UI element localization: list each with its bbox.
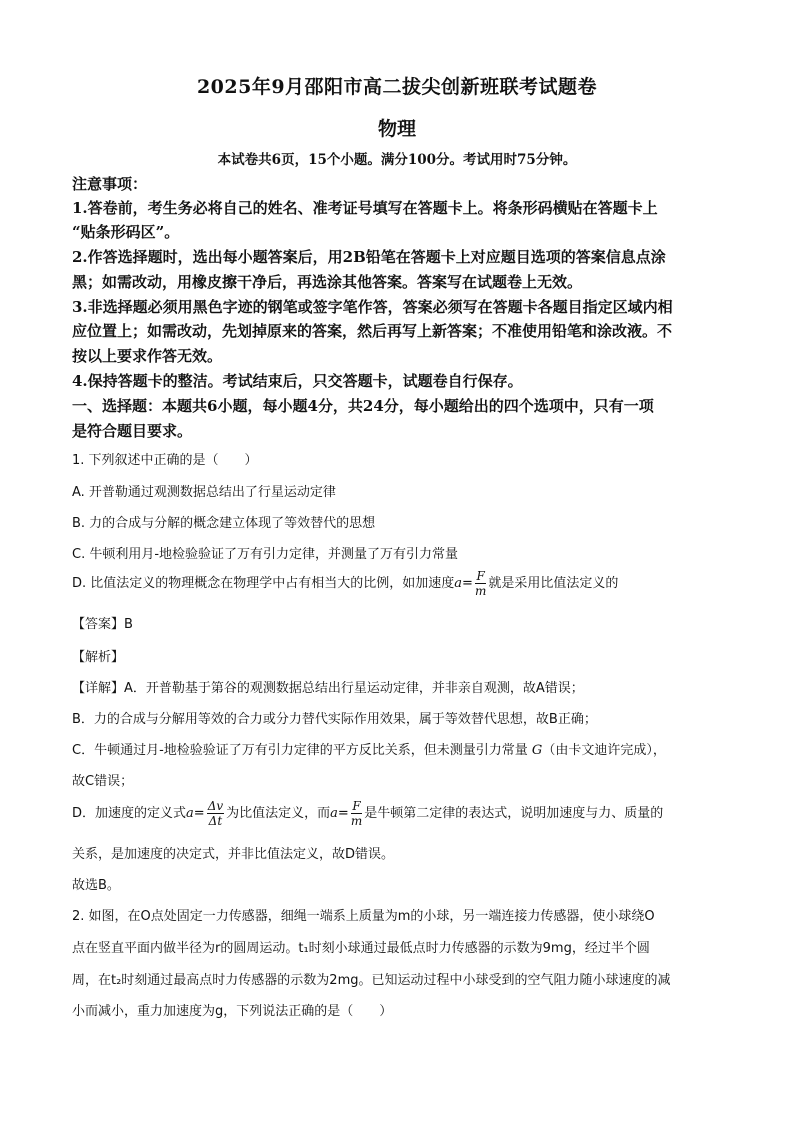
fraction-denominator-1: Δt bbox=[208, 814, 223, 828]
accel-symbol-2: a bbox=[330, 806, 338, 821]
equals-sign: = bbox=[462, 576, 473, 591]
question-2-line-3: 周，在t₂时刻通过最高点时力传感器的示数为2mg。已知运动过程中小球受到的空气阻力随小球速度的减 bbox=[72, 973, 671, 988]
note-2-line-1: 2.作答选择题时，选出每小题答案后，用2B铅笔在答题卡上对应题目选项的答案信息点涂 bbox=[72, 248, 666, 266]
exam-info: 本试卷共6页，15个小题。满分100分。考试用时75分钟。 bbox=[217, 152, 577, 168]
question-1-option-b: B. 力的合成与分解的概念建立体现了等效替代的思想 bbox=[72, 516, 376, 531]
accel-symbol-1: a bbox=[186, 806, 194, 821]
conclusion: 故选B。 bbox=[72, 878, 120, 893]
fraction-f-over-m-2 bbox=[351, 799, 362, 828]
option-d-tail: 就是采用比值法定义的 bbox=[488, 576, 619, 591]
question-2-line-4: 小而减小，重力加速度为g，下列说法正确的是（ ） bbox=[72, 1004, 393, 1019]
detail-d-line-1 bbox=[72, 799, 732, 828]
question-1-option-a: A. 开普勒通过观测数据总结出了行星运动定律 bbox=[72, 485, 336, 500]
detail-c-line-2: 故C错误； bbox=[72, 774, 134, 789]
note-4: 4.保持答题卡的整洁。考试结束后，只交答题卡，试题卷自行保存。 bbox=[72, 372, 523, 390]
subject-title: 物理 bbox=[377, 118, 416, 140]
section-heading-line-1: 一、选择题：本题共6小题，每小题4分，共24分，每小题给出的四个选项中，只有一项 bbox=[72, 397, 654, 415]
detail-c-text-tail: （由卡文迪许完成）， bbox=[542, 743, 666, 758]
fraction-denominator: m bbox=[474, 584, 487, 598]
analysis-label: 【解析】 bbox=[72, 650, 125, 665]
note-3-line-1: 3.非选择题必须用黑色字迹的钢笔或签字笔作答，答案必须写在答题卡各题目指定区域内相 bbox=[72, 298, 673, 316]
answer-label: 【答案】B bbox=[72, 617, 133, 632]
fraction-numerator: F bbox=[476, 569, 485, 583]
detail-d-tail: 是牛顿第二定律的表达式，说明加速度与力、质量的 bbox=[364, 806, 664, 821]
detail-b: B．力的合成与分解用等效的合力或分力替代实际作用效果，属于等效替代思想，故B正确； bbox=[72, 712, 597, 727]
detail-a: 【详解】A．开普勒基于第谷的观测数据总结出行星运动定律，并非亲自观测，故A错误； bbox=[72, 681, 584, 696]
fraction-f-over-m bbox=[475, 569, 486, 598]
detail-c-line-1 bbox=[72, 739, 732, 758]
question-1-option-c: C. 牛顿利用月-地检验验证了万有引力定律，并测量了万有引力常量 bbox=[72, 547, 459, 562]
detail-d-mid: 为比值法定义，而 bbox=[226, 806, 331, 821]
equals-sign-2: = bbox=[337, 806, 349, 821]
detail-d-text: D．加速度的定义式 bbox=[72, 806, 187, 821]
question-1-option-d bbox=[72, 569, 732, 598]
question-1-stem: 1. 下列叙述中正确的是（ ） bbox=[72, 453, 258, 468]
question-2-line-1: 2. 如图，在O点处固定一力传感器，细绳一端系上质量为m的小球，另一端连接力传感器，使小球绕O bbox=[72, 909, 655, 924]
section-heading-line-2: 是符合题目要求。 bbox=[72, 422, 193, 440]
note-2-line-2: 黑；如需改动，用橡皮擦干净后，再选涂其他答案。答案写在试题卷上无效。 bbox=[72, 273, 583, 291]
accel-symbol: a bbox=[454, 576, 463, 591]
detail-c-text: C．牛顿通过月-地检验验证了万有引力定律的平方反比关系，但未测量引力常量 bbox=[72, 743, 528, 758]
fraction-numerator-1: Δv bbox=[207, 799, 224, 813]
fraction-dv-over-dt bbox=[207, 799, 224, 828]
note-3-line-3: 按以上要求作答无效。 bbox=[72, 347, 223, 365]
gravitational-constant-symbol: G bbox=[531, 743, 543, 758]
notes-heading: 注意事项： bbox=[72, 175, 148, 193]
fraction-denominator-2: m bbox=[350, 814, 363, 828]
equals-sign-1: = bbox=[193, 806, 205, 821]
option-d-text: D. 比值法定义的物理概念在物理学中占有相当大的比例，如加速度 bbox=[72, 576, 455, 591]
fraction-numerator-2: F bbox=[352, 799, 361, 813]
note-1-line-1: 1.答卷前，考生务必将自己的姓名、准考证号填写在答题卡上。将条形码横贴在答题卡上 bbox=[72, 199, 658, 217]
note-1-line-2: “贴条形码区”。 bbox=[72, 223, 180, 241]
exam-title: 2025年9月邵阳市高二拔尖创新班联考试题卷 bbox=[196, 76, 598, 98]
note-3-line-2: 应位置上；如需改动，先划掉原来的答案，然后再写上新答案；不准使用铅笔和涂改液。不 bbox=[72, 322, 673, 340]
detail-d-line-2: 关系，是加速度的决定式，并非比值法定义，故D错误。 bbox=[72, 847, 395, 862]
question-2-line-2: 点在竖直平面内做半径为r的圆周运动。t₁时刻小球通过最低点时力传感器的示数为9mg，经过半个圆 bbox=[72, 941, 650, 956]
